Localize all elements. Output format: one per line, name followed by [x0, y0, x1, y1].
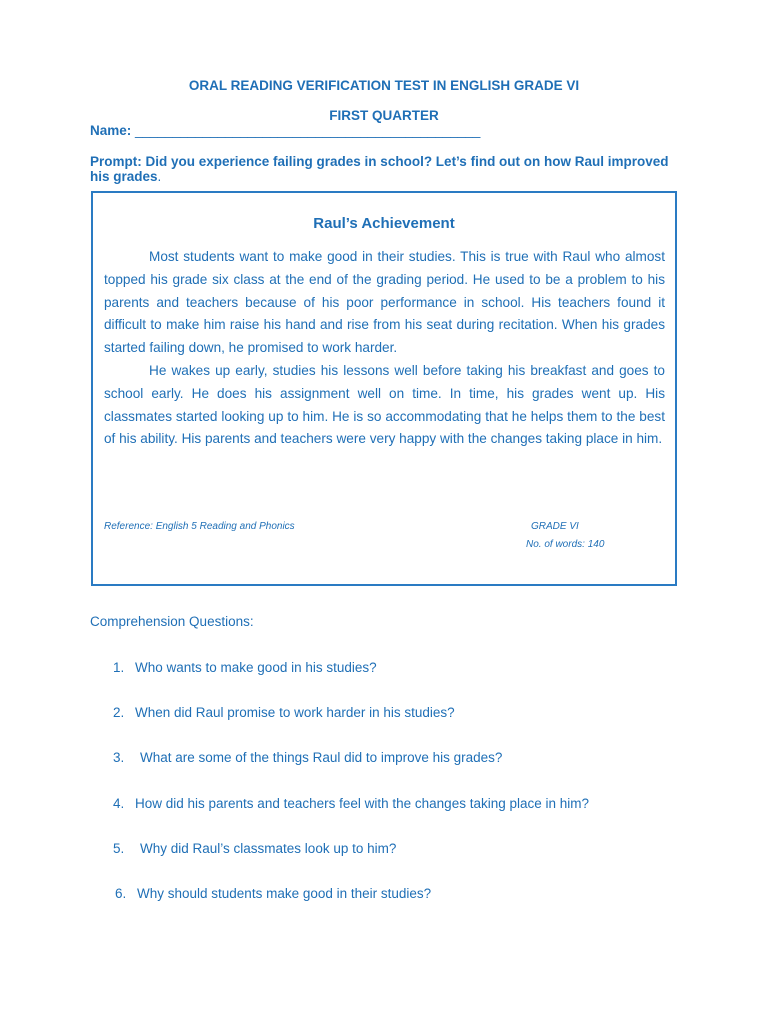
story-title: Raul’s Achievement — [313, 215, 455, 232]
question-item — [113, 796, 589, 811]
question-text: When did Raul promise to work harder in his studies? — [135, 705, 455, 720]
name-blank-line: ______________________________________________ — [135, 123, 481, 138]
name-label: Name: — [90, 123, 132, 138]
question-number: 3. — [113, 750, 125, 765]
story-paragraph: Most students want to make good in their studies. This is true with Raul who almost topped his grade six class at the end of the grading period. He used to be a problem to his parents and teachers because of his poor performance in school. His teachers found it difficult to make him raise his hand and rise from his seat during recitation. When his grades started failing down, he promised to work harder. — [104, 249, 665, 356]
question-number: 5. — [113, 841, 125, 856]
question-text: Why should students make good in their studies? — [137, 886, 432, 901]
question-number: 2. — [113, 705, 125, 720]
question-item — [113, 750, 502, 765]
prompt — [90, 154, 680, 184]
name-row — [90, 123, 480, 138]
question-item — [113, 660, 377, 675]
question-item — [113, 841, 396, 856]
document-subtitle: FIRST QUARTER — [329, 108, 439, 123]
story-paragraph: He wakes up early, studies his lessons well before taking his breakfast and goes to school early. He does his assignment well on time. In time, his grades went up. His classmates started looking up to him. He is so accommodating that he helps them to the best of his ability. His parents and teachers were very happy with the changes taking place in him. — [104, 362, 665, 447]
story-body — [104, 246, 665, 451]
question-number: 6. — [115, 886, 127, 901]
word-count: No. of words: 140 — [526, 539, 605, 550]
grade-level: GRADE VI — [531, 521, 579, 532]
question-text: What are some of the things Raul did to improve his grades? — [140, 750, 503, 765]
question-number: 1. — [113, 660, 125, 675]
question-text: Why did Raul’s classmates look up to him? — [140, 841, 397, 856]
question-text: Who wants to make good in his studies? — [135, 660, 377, 675]
document-title: ORAL READING VERIFICATION TEST IN ENGLISH GRADE VI — [188, 78, 580, 93]
question-text: How did his parents and teachers feel with the changes taking place in him? — [135, 796, 590, 811]
question-item — [113, 705, 455, 720]
reference-note: Reference: English 5 Reading and Phonics — [104, 521, 295, 532]
comprehension-label: Comprehension Questions: — [90, 614, 254, 629]
prompt-end: . — [157, 169, 162, 184]
question-item — [115, 886, 431, 901]
story-box — [91, 191, 677, 586]
question-number: 4. — [113, 796, 125, 811]
prompt-text: Prompt: Did you experience failing grades in school? Let’s find out on how Raul improved his grades — [90, 154, 669, 184]
